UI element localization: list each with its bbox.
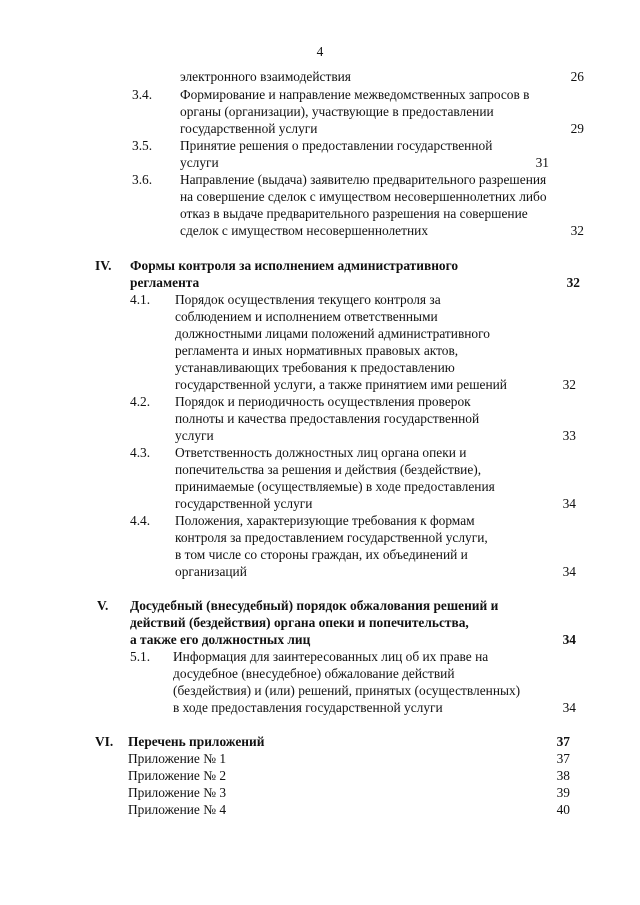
toc-item-4-4-line-4: организаций <box>175 564 247 579</box>
toc-item-3-6-line-3: отказ в выдаче предварительного разрешения на совершение <box>180 206 528 221</box>
toc-item-3-5-page: 31 <box>535 155 549 170</box>
section-v-number: V. <box>97 598 109 613</box>
toc-item-4-1-page: 32 <box>562 377 576 392</box>
toc-item-4-3-line-1: Ответственность должностных лиц органа опеки и <box>175 445 467 460</box>
toc-item-4-1-line-5: устанавливающих требования к предоставлению <box>175 360 455 375</box>
toc-item-4-3-line-2: попечительства за решения и действия (бездействие), <box>175 462 482 477</box>
toc-item-5-1-line-4: в ходе предоставления государственной услуги <box>173 700 443 715</box>
toc-item-3-4-line-3: государственной услуги <box>180 121 318 136</box>
section-iv-title-line-2: регламента <box>130 275 200 290</box>
toc-item-3-6-line-1: Направление (выдача) заявителю предварительного разрешения <box>180 172 547 187</box>
toc-item-4-3-number: 4.3. <box>130 445 151 460</box>
section-iv-title-line-1: Формы контроля за исполнением административного <box>130 258 459 273</box>
toc-item-3-4-line-2: органы (организации), участвующие в предоставлении <box>180 104 494 119</box>
toc-item-5-1-line-1: Информация для заинтересованных лиц об их праве на <box>173 649 489 664</box>
toc-item-3-6-line-2: на совершение сделок с имуществом несовершеннолетних либо <box>180 189 547 204</box>
appendix-3-label: Приложение № 3 <box>128 785 227 800</box>
appendix-4-label: Приложение № 4 <box>128 802 227 817</box>
appendix-4-page: 40 <box>556 802 570 817</box>
toc-item-4-3-page: 34 <box>562 496 576 511</box>
appendix-1-label: Приложение № 1 <box>128 751 227 766</box>
section-vi-page: 37 <box>556 734 570 749</box>
toc-item-3-4-number: 3.4. <box>132 87 153 102</box>
toc-item-4-1-line-2: соблюдением и исполнением ответственными <box>175 309 438 324</box>
toc-item-5-1-line-2: досудебное (внесудебное) обжалование действий <box>173 666 455 681</box>
appendix-2-label: Приложение № 2 <box>128 768 227 783</box>
toc-item-4-1-line-3: должностными лицами положений административного <box>175 326 490 341</box>
toc-item-3-5-line-1: Принятие решения о предоставлении государственной <box>180 138 493 153</box>
toc-item-3-3-page: 26 <box>570 69 584 84</box>
toc-item-4-2-line-3: услуги <box>175 428 214 443</box>
appendix-3-page: 39 <box>556 785 570 800</box>
appendix-1-page: 37 <box>556 751 570 766</box>
toc-item-5-1-line-3: (бездействия) и (или) решений, принятых (осуществленных) <box>173 683 521 698</box>
toc-item-3-5-line-2: услуги <box>180 155 219 170</box>
toc-item-4-2-number: 4.2. <box>130 394 151 409</box>
page-number: 4 <box>316 44 324 59</box>
toc-item-4-4-line-2: контроля за предоставлением государственной услуги, <box>175 530 488 545</box>
toc-item-4-4-number: 4.4. <box>130 513 151 528</box>
toc-item-4-1-number: 4.1. <box>130 292 151 307</box>
toc-item-4-2-page: 33 <box>562 428 576 443</box>
toc-item-3-4-line-1: Формирование и направление межведомственных запросов в <box>180 87 530 102</box>
toc-item-4-4-page: 34 <box>562 564 576 579</box>
section-vi-number: VI. <box>95 734 114 749</box>
toc-item-4-1-line-6: государственной услуги, а также принятием ими решений <box>175 377 507 392</box>
section-vi-title: Перечень приложений <box>128 734 265 749</box>
toc-item-4-4-line-3: в том числе со стороны граждан, их объединений и <box>175 547 468 562</box>
toc-item-5-1-number: 5.1. <box>130 649 151 664</box>
section-iv-number: IV. <box>95 258 112 273</box>
toc-item-4-1-line-1: Порядок осуществления текущего контроля за <box>175 292 441 307</box>
section-v-page: 34 <box>562 632 576 647</box>
toc-item-5-1-page: 34 <box>562 700 576 715</box>
appendix-2-page: 38 <box>556 768 570 783</box>
toc-item-4-2-line-2: полноты и качества предоставления государственной <box>175 411 480 426</box>
toc-item-3-6-page: 32 <box>570 223 584 238</box>
toc-item-4-3-line-4: государственной услуги <box>175 496 313 511</box>
toc-item-4-2-line-1: Порядок и периодичность осуществления проверок <box>175 394 471 409</box>
toc-item-3-6-line-4: сделок с имуществом несовершеннолетних <box>180 223 429 238</box>
section-v-title-line-3: а также его должностных лиц <box>130 632 311 647</box>
toc-item-3-5-number: 3.5. <box>132 138 153 153</box>
toc-item-4-1-line-4: регламента и иных нормативных правовых актов, <box>175 343 459 358</box>
toc-item-3-3-line-1: электронного взаимодействия <box>180 69 351 84</box>
toc-item-3-6-number: 3.6. <box>132 172 153 187</box>
toc-item-4-3-line-3: принимаемые (осуществляемые) в ходе предоставления <box>175 479 495 494</box>
section-v-title-line-2: действий (бездействия) органа опеки и попечительства, <box>130 615 469 630</box>
section-iv-page: 32 <box>566 275 580 290</box>
toc-item-4-4-line-1: Положения, характеризующие требования к формам <box>175 513 475 528</box>
section-v-title-line-1: Досудебный (внесудебный) порядок обжалования решений и <box>130 598 499 613</box>
toc-item-3-4-page: 29 <box>570 121 584 136</box>
